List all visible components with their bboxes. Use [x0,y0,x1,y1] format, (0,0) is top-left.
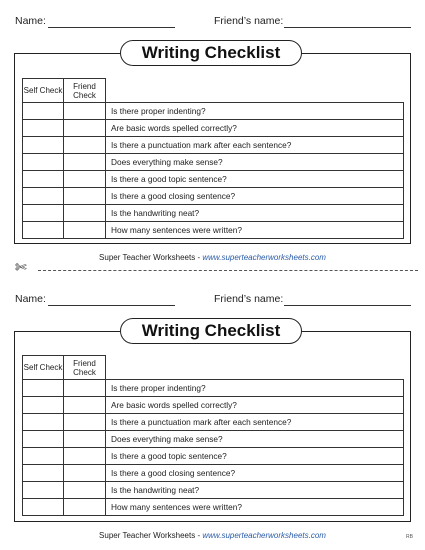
table-header-row [23,79,404,103]
question-header [106,79,404,103]
self-check-cell[interactable] [23,188,64,205]
friend-check-cell[interactable] [64,154,106,171]
table-row [23,103,404,120]
checklist-table-top [22,78,404,239]
question-cell: Does everything make sense? [106,154,404,171]
friend-check-cell[interactable] [64,171,106,188]
friend-check-cell[interactable] [64,222,106,239]
table-row [23,120,404,137]
friend-check-cell[interactable] [64,431,106,448]
table-header-row [23,356,404,380]
question-cell: Is there a good closing sentence? [106,465,404,482]
friend-name-line[interactable] [284,27,411,28]
table-row [23,380,404,397]
table-row [23,448,404,465]
friend-name-label: Friend’s name: [214,15,284,27]
friend-check-cell[interactable] [64,499,106,516]
table-row [23,137,404,154]
scissors-icon: ✄ [15,259,27,275]
self-check-cell[interactable] [23,103,64,120]
friend-check-cell[interactable] [64,188,106,205]
question-cell: Is there a good closing sentence? [106,188,404,205]
self-check-cell[interactable] [23,205,64,222]
friend-check-cell[interactable] [64,397,106,414]
friend-name-line[interactable] [284,305,411,306]
self-check-cell[interactable] [23,120,64,137]
footer-bottom [0,531,425,540]
table-row [23,205,404,222]
question-cell: Are basic words spelled correctly? [106,397,404,414]
friend-check-cell[interactable] [64,120,106,137]
friend-check-cell[interactable] [64,448,106,465]
name-row-top [0,15,425,31]
friend-check-cell[interactable] [64,482,106,499]
table-row [23,397,404,414]
friend-check-cell[interactable] [64,414,106,431]
name-row-bottom [0,293,425,309]
friend-name-label: Friend’s name: [214,293,284,305]
footer-top [0,253,425,262]
table-row [23,465,404,482]
checklist-title-text: Writing Checklist [141,321,281,340]
question-cell: Is there proper indenting? [106,103,404,120]
footer-brand: Super Teacher Worksheets - [99,253,203,262]
self-check-cell[interactable] [23,171,64,188]
friend-check-header: Friend Check [64,79,106,103]
table-row [23,171,404,188]
table-row [23,154,404,171]
question-cell: Are basic words spelled correctly? [106,120,404,137]
friend-check-cell[interactable] [64,465,106,482]
self-check-cell[interactable] [23,222,64,239]
checklist-table-bottom [22,355,404,516]
name-label: Name: [15,293,46,305]
question-cell: Is there a punctuation mark after each sentence? [106,137,404,154]
self-check-cell[interactable] [23,482,64,499]
name-line[interactable] [48,305,175,306]
question-cell: How many sentences were written? [106,222,404,239]
question-cell: Is the handwriting neat? [106,482,404,499]
self-check-cell[interactable] [23,397,64,414]
question-header [106,356,404,380]
self-check-cell[interactable] [23,154,64,171]
self-check-cell[interactable] [23,431,64,448]
friend-check-cell[interactable] [64,137,106,154]
friend-check-cell[interactable] [64,380,106,397]
checklist-title-text: Writing Checklist [141,43,281,62]
self-check-cell[interactable] [23,137,64,154]
self-check-cell[interactable] [23,380,64,397]
corner-mark: RB [406,534,413,540]
question-cell: Is there a good topic sentence? [106,171,404,188]
footer-brand: Super Teacher Worksheets - [99,531,203,540]
table-row [23,188,404,205]
cut-line [38,270,418,271]
question-cell: Is there proper indenting? [106,380,404,397]
self-check-cell[interactable] [23,414,64,431]
self-check-cell[interactable] [23,465,64,482]
friend-check-cell[interactable] [64,103,106,120]
name-label: Name: [15,15,46,27]
question-cell: Does everything make sense? [106,431,404,448]
self-check-header: Self Check [23,356,64,380]
question-cell: How many sentences were written? [106,499,404,516]
self-check-header: Self Check [23,79,64,103]
name-line[interactable] [48,27,175,28]
checklist-title-top [120,40,302,66]
table-row [23,222,404,239]
self-check-cell[interactable] [23,499,64,516]
table-row [23,482,404,499]
question-cell: Is the handwriting neat? [106,205,404,222]
friend-check-cell[interactable] [64,205,106,222]
table-row [23,431,404,448]
footer-url[interactable]: www.superteacherworksheets.com [202,531,326,540]
table-row [23,499,404,516]
question-cell: Is there a good topic sentence? [106,448,404,465]
question-cell: Is there a punctuation mark after each sentence? [106,414,404,431]
table-row [23,414,404,431]
self-check-cell[interactable] [23,448,64,465]
friend-check-header: Friend Check [64,356,106,380]
checklist-title-bottom [120,318,302,344]
footer-url[interactable]: www.superteacherworksheets.com [202,253,326,262]
